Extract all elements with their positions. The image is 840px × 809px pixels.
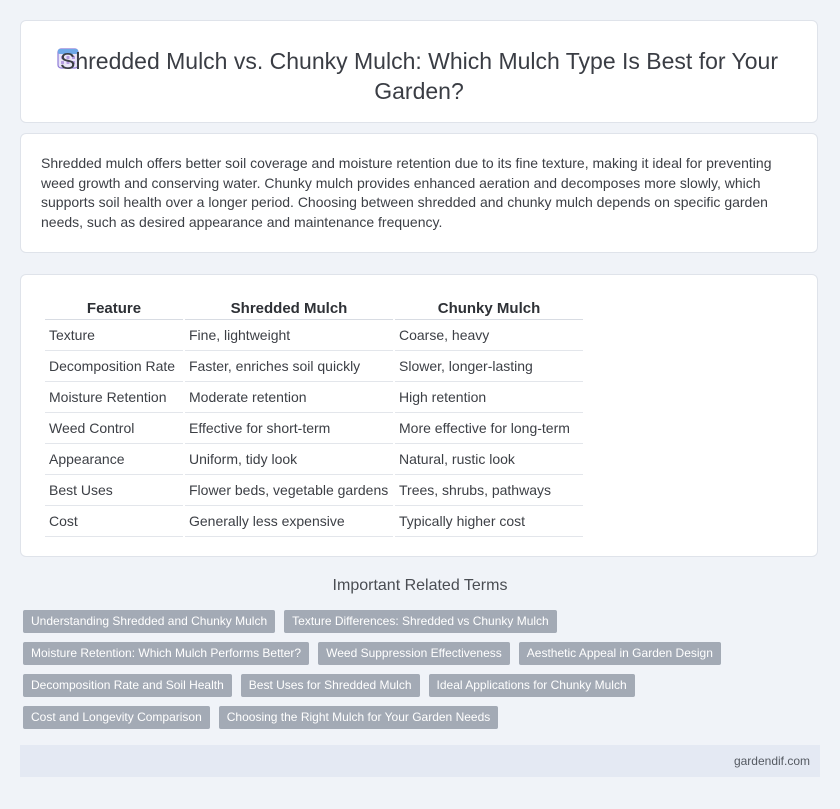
table-cell: Faster, enriches soil quickly [185, 351, 393, 382]
table-cell: Decomposition Rate [45, 351, 183, 382]
footer-site-link[interactable]: gardendif.com [733, 754, 810, 768]
table-cell: Weed Control [45, 413, 183, 444]
comparison-table [43, 297, 585, 537]
page-title: Shredded Mulch vs. Chunky Mulch: Which Mulch Type Is Best for Your Garden? [59, 48, 779, 104]
related-terms-list [23, 610, 823, 738]
table-cell: More effective for long-term [395, 413, 583, 444]
footer [20, 745, 820, 777]
related-term-tag[interactable]: Choosing the Right Mulch for Your Garden Needs [219, 706, 499, 729]
related-term-tag[interactable]: Understanding Shredded and Chunky Mulch [23, 610, 275, 633]
related-term-tag[interactable]: Texture Differences: Shredded vs Chunky Mulch [284, 610, 557, 633]
table-row [45, 413, 583, 444]
related-term-tag[interactable]: Aesthetic Appeal in Garden Design [519, 642, 721, 665]
related-terms-title: Important Related Terms [332, 577, 508, 594]
table-row [45, 444, 583, 475]
table-row [45, 320, 583, 351]
table-row [45, 475, 583, 506]
table-cell: Fine, lightweight [185, 320, 393, 351]
summary-card [20, 133, 818, 253]
related-term-tag[interactable]: Ideal Applications for Chunky Mulch [429, 674, 635, 697]
table-cell: High retention [395, 382, 583, 413]
column-header: Shredded Mulch [185, 297, 393, 320]
table-row [45, 506, 583, 537]
table-cell: Typically higher cost [395, 506, 583, 537]
table-row [45, 351, 583, 382]
related-term-tag[interactable]: Weed Suppression Effectiveness [318, 642, 510, 665]
column-header: Feature [45, 297, 183, 320]
table-cell: Cost [45, 506, 183, 537]
table-cell: Texture [45, 320, 183, 351]
related-term-tag[interactable]: Cost and Longevity Comparison [23, 706, 210, 729]
table-cell: Best Uses [45, 475, 183, 506]
table-cell: Trees, shrubs, pathways [395, 475, 583, 506]
table-cell: Natural, rustic look [395, 444, 583, 475]
related-term-tag[interactable]: Best Uses for Shredded Mulch [241, 674, 420, 697]
table-row [45, 382, 583, 413]
table-cell: Uniform, tidy look [185, 444, 393, 475]
table-cell: Effective for short-term [185, 413, 393, 444]
table-cell: Flower beds, vegetable gardens [185, 475, 393, 506]
comparison-card [20, 274, 818, 557]
table-cell: Moisture Retention [45, 382, 183, 413]
table-header-row [45, 297, 583, 320]
related-term-tag[interactable]: Decomposition Rate and Soil Health [23, 674, 232, 697]
table-cell: Generally less expensive [185, 506, 393, 537]
column-header: Chunky Mulch [395, 297, 583, 320]
table-cell: Appearance [45, 444, 183, 475]
related-term-tag[interactable]: Moisture Retention: Which Mulch Performs Better? [23, 642, 309, 665]
table-cell: Moderate retention [185, 382, 393, 413]
table-cell: Coarse, heavy [395, 320, 583, 351]
header-card [20, 20, 818, 123]
table-cell: Slower, longer-lasting [395, 351, 583, 382]
summary-text: Shredded mulch offers better soil coverage and moisture retention due to its fine texture, making it ideal for preventing weed growth and conserving water. Chunky mulch provides enhanced aeration and decomposes more slowly, which supports soil health over a longer period. Choosing between shredded and chunky mulch depends on specific garden needs, such as desired appearance and maintenance frequency. [41, 155, 772, 230]
